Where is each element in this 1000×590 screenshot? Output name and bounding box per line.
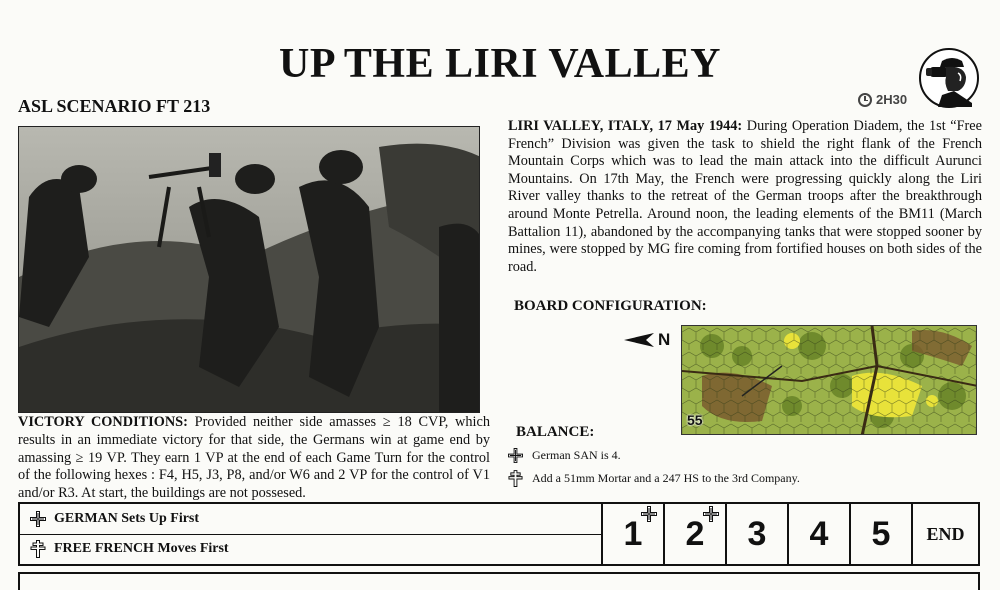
board-configuration-heading: BOARD CONFIGURATION:	[514, 298, 707, 314]
history-lead: LIRI VALLEY, ITALY, 17 May 1944:	[508, 118, 743, 134]
binocular-soldier-icon	[918, 47, 980, 109]
north-label: N	[658, 330, 671, 349]
duration	[858, 92, 907, 107]
order-of-battle-box	[18, 572, 980, 590]
turn-number: 1	[623, 514, 643, 553]
balance-french-text: Add a 51mm Mortar and a 247 HS to the 3rd Company.	[532, 471, 800, 485]
board-number: 55	[687, 412, 703, 428]
north-arrow-icon	[624, 333, 654, 347]
turn-5	[851, 504, 913, 564]
lorraine-cross-icon	[508, 470, 523, 487]
turn-record-track	[18, 502, 980, 566]
german-side-label: GERMAN Sets Up First	[54, 510, 200, 526]
balance-french	[508, 470, 800, 487]
historical-photo	[18, 126, 480, 413]
balance-heading: BALANCE:	[516, 424, 595, 440]
victory-text: Provided neither side amasses ≥ 18 CVP, which results in an immediate victory for that side, the Germans win at game end by amassing ≥ 19 VP. They earn 1 VP at the end of each Game Turn for the control of the following hexes : F4, H5, J3, P8, and/or W6 and 2 VP for the control of V1 and/or R3. At start, the buildings are not possesed.	[18, 414, 490, 502]
german-reinforcement-icon	[703, 506, 719, 522]
turn-number: 5	[871, 514, 891, 553]
historical-background	[508, 118, 982, 276]
history-text: During Operation Diadem, the 1st “Free French” Division was given the task to shield the right flank of the French Mountain Corps which was to lead the main attack into the difficult Aurunci Mountains. On 17th May, the French were progressing quickly along the Liri River valley thanks to the retreat of the German troops after the breakthrough around Monte Petrella. Around noon, the leading elements of the BM11 (March Battalion 11), abandoned by the accompanying tanks that were stopped sooner by mines, were stopped by MG fire coming from fortified houses on both sides of the road.	[508, 118, 982, 275]
sides-column	[20, 504, 603, 564]
duration-label: 2H30	[876, 92, 908, 107]
french-side-row	[20, 535, 601, 565]
north-indicator	[624, 330, 670, 350]
turn-1	[603, 504, 665, 564]
victory-conditions	[18, 414, 490, 503]
german-cross-icon	[30, 511, 46, 527]
victory-lead: VICTORY CONDITIONS:	[18, 414, 188, 430]
turn-3	[727, 504, 789, 564]
turn-4	[789, 504, 851, 564]
clock-icon	[858, 93, 872, 107]
balance-german	[508, 448, 621, 463]
turn-end: END	[926, 523, 965, 544]
turn-number: 4	[809, 514, 829, 553]
turn-number: 2	[685, 514, 705, 553]
german-reinforcement-icon	[641, 506, 657, 522]
scenario-code: ASL SCENARIO FT 213	[18, 96, 211, 116]
turn-number: 3	[747, 514, 767, 553]
german-side-row	[20, 504, 601, 535]
german-cross-icon	[508, 448, 523, 463]
board-map	[681, 325, 977, 435]
scenario-title: UP THE LIRI VALLEY	[278, 41, 721, 87]
turn-2	[665, 504, 727, 564]
french-side-label: FREE FRENCH Moves First	[54, 541, 229, 557]
lorraine-cross-icon	[30, 540, 46, 558]
balance-german-text: German SAN is 4.	[532, 448, 621, 462]
